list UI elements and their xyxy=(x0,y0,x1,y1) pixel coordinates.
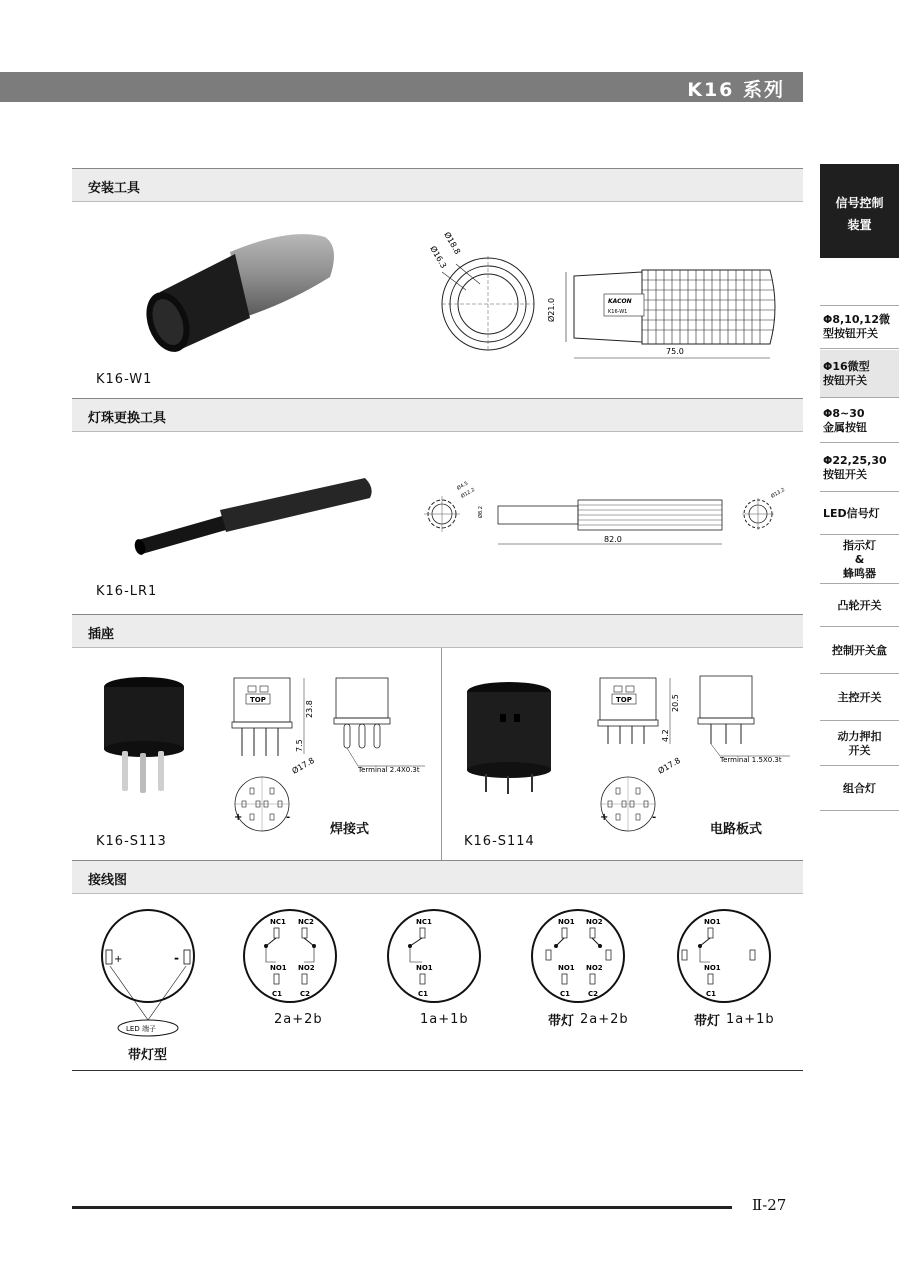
sidebar-item-metal[interactable] xyxy=(820,399,899,443)
sidebar-item-label: 指示灯 xyxy=(843,538,876,552)
lamp2a2b-nc2: NO2 xyxy=(586,918,603,926)
lamp2a2b-nc1: NO1 xyxy=(558,918,575,926)
sidebar-item-label: 型按钮开关 xyxy=(823,327,878,340)
lr1-name: K16-LR1 xyxy=(96,584,158,599)
s114-front-view xyxy=(594,672,694,752)
s113-dim-d: Ø17.8 xyxy=(290,755,316,776)
section-end-line xyxy=(72,1070,803,1071)
sidebar-item-label: LED信号灯 xyxy=(823,506,880,520)
s114-top: TOP xyxy=(616,696,632,704)
w1-dim-dia: Ø21.0 xyxy=(547,297,556,322)
lr1-dim-d: Ø13.2 xyxy=(770,486,787,500)
wiring-lamp-diagram xyxy=(96,908,206,1038)
sidebar-item-label: 开关 xyxy=(848,743,871,757)
wiring-lamp2a2b-prefix: 带灯 xyxy=(548,1014,575,1029)
lamp2a2b-c1: C1 xyxy=(560,990,571,998)
sidebar-item-label: 动力押扣 xyxy=(837,729,882,743)
s113-front-view xyxy=(228,670,328,760)
sidebar-item-label: 按钮开关 xyxy=(823,373,867,387)
sidebar-item-label: 主控开关 xyxy=(837,690,882,704)
sidebar-item-control-box[interactable] xyxy=(820,628,899,674)
w1-dim-d1: Ø18.8 xyxy=(442,230,463,256)
svg-text:-: - xyxy=(652,812,657,823)
section-title: 安装工具 xyxy=(88,181,141,196)
lr1-dim-a: Ø4.5 xyxy=(456,480,470,492)
lamp-minus: - xyxy=(174,951,179,965)
s113-name: K16-S113 xyxy=(96,834,167,849)
s114-photo xyxy=(462,680,557,795)
lr1-photo xyxy=(130,470,380,560)
s114-dim-d: Ø17.8 xyxy=(656,755,682,776)
sidebar-item-master[interactable] xyxy=(820,675,899,721)
sidebar-item-label: 控制开关盒 xyxy=(832,643,887,657)
socket-divider xyxy=(441,648,442,860)
s113-type: 焊接式 xyxy=(330,822,370,837)
sidebar-active-line1: 信号控制 xyxy=(835,196,884,210)
w1-mark: K16-W1 xyxy=(608,309,628,315)
w1-photo xyxy=(140,222,350,362)
sidebar-item-22-30[interactable] xyxy=(820,444,899,492)
lr1-gear-view xyxy=(740,488,800,538)
s113-dim-h: 23.8 xyxy=(305,700,314,718)
s113-bottom-view xyxy=(228,755,318,834)
sidebar-item-label: 金属按钮 xyxy=(823,420,867,434)
section-title: 灯珠更换工具 xyxy=(88,411,167,426)
section-lamp-tool xyxy=(72,398,803,432)
lr1-dim-c: Ø8.2 xyxy=(478,506,484,518)
wiring-lamp1a1b-caption: 1a+1b xyxy=(726,1012,775,1027)
section-wiring xyxy=(72,860,803,894)
s114-dim-h: 20.5 xyxy=(671,694,680,712)
lr1-dim-b: Ø12.2 xyxy=(460,486,477,500)
sidebar-item-label: 凸轮开关 xyxy=(837,598,882,612)
lamp1a1b-nc1: NO1 xyxy=(704,918,721,926)
w1-name: K16-W1 xyxy=(96,372,153,387)
wiring-lamp-caption: 带灯型 xyxy=(128,1048,168,1063)
lamp1a1b-no1: NO1 xyxy=(704,964,721,972)
section-install-tool xyxy=(72,168,803,202)
sidebar-item-micro-16[interactable] xyxy=(820,350,899,398)
s114-dim-pin: 4.2 xyxy=(661,729,670,742)
s113-terminal: Terminal 2.4X0.3t xyxy=(358,766,420,774)
sidebar-item-label: 蜂鸣器 xyxy=(843,566,876,580)
wiring-lamp1a1b-prefix: 带灯 xyxy=(694,1014,721,1029)
w2a2b-c2: C2 xyxy=(300,990,311,998)
wiring-1a1b-caption: 1a+1b xyxy=(420,1012,469,1027)
sidebar-item-label: Φ8~30 xyxy=(823,406,865,420)
lamp-led-label: LED 端子 xyxy=(126,1025,156,1033)
sidebar-item-led[interactable] xyxy=(820,493,899,535)
sidebar-item-label: 组合灯 xyxy=(843,781,876,795)
wiring-1a1b-diagram xyxy=(384,906,484,1010)
header-band xyxy=(0,72,803,102)
svg-text:+: + xyxy=(600,812,609,823)
lamp2a2b-no1: NO1 xyxy=(558,964,575,972)
w1-end-view xyxy=(420,228,540,358)
s114-name: K16-S114 xyxy=(464,834,535,849)
sidebar-item-indicator[interactable] xyxy=(820,536,899,584)
lr1-side-view xyxy=(476,496,736,556)
w1-dim-d2: Ø16.3 xyxy=(428,244,449,270)
sidebar-item-label: Φ8,10,12微 xyxy=(823,313,890,326)
w2a2b-no2: NO2 xyxy=(298,964,315,972)
lamp2a2b-no2: NO2 xyxy=(586,964,603,972)
w2a2b-nc1: NC1 xyxy=(270,918,286,926)
s113-side-view xyxy=(330,676,440,776)
sidebar-item-micro-8-12[interactable] xyxy=(820,305,899,349)
s114-terminal: Terminal 1.5X0.3t xyxy=(720,756,782,764)
sidebar-active-line2: 装置 xyxy=(847,218,872,232)
w2a2b-no1: NO1 xyxy=(270,964,287,972)
s113-top: TOP xyxy=(250,696,266,704)
sidebar-active-category[interactable] xyxy=(820,164,899,258)
section-title: 接线图 xyxy=(88,873,128,888)
sidebar-item-label: 按钮开关 xyxy=(823,467,867,481)
wiring-lamp2a2b-caption: 2a+2b xyxy=(580,1012,629,1027)
w1a1b-nc1: NC1 xyxy=(416,918,432,926)
w1a1b-no1: NO1 xyxy=(416,964,433,972)
section-title: 插座 xyxy=(88,627,115,642)
w2a2b-nc2: NC2 xyxy=(298,918,314,926)
sidebar-item-label: Φ16微型 xyxy=(823,359,870,373)
w2a2b-c1: C1 xyxy=(272,990,283,998)
svg-text:-: - xyxy=(286,812,291,823)
s114-type: 电路板式 xyxy=(710,822,763,837)
wiring-lamp1a1b-diagram xyxy=(674,906,774,1010)
w1-dim-len: 75.0 xyxy=(666,347,684,356)
w1-brand: KACON xyxy=(608,298,632,305)
wiring-lamp2a2b-diagram xyxy=(528,906,628,1010)
s113-photo xyxy=(100,675,190,800)
lr1-dim-len: 82.0 xyxy=(604,535,622,544)
section-socket xyxy=(72,614,803,648)
sidebar-item-label: Φ22,25,30 xyxy=(823,453,887,467)
sidebar-item-label: & xyxy=(854,552,865,566)
svg-text:+: + xyxy=(234,812,243,823)
lamp2a2b-c2: C2 xyxy=(588,990,599,998)
w1a1b-c1: C1 xyxy=(418,990,429,998)
lamp-plus: + xyxy=(114,954,123,965)
page-title: K16 系列 xyxy=(687,79,785,101)
s113-dim-pin: 7.5 xyxy=(295,739,304,752)
sidebar-item-power[interactable] xyxy=(820,722,899,766)
lamp1a1b-c1: C1 xyxy=(706,990,717,998)
wiring-2a2b-diagram xyxy=(240,906,340,1010)
sidebar-item-cam[interactable] xyxy=(820,585,899,627)
sidebar-item-combo[interactable] xyxy=(820,767,899,811)
lr1-end-view xyxy=(420,480,480,540)
page-number: Ⅱ-27 xyxy=(752,1196,787,1214)
s114-side-view xyxy=(694,674,804,768)
footer-line xyxy=(72,1206,732,1209)
wiring-2a2b-caption: 2a+2b xyxy=(274,1012,323,1027)
w1-side-view xyxy=(548,262,788,372)
s114-bottom-view xyxy=(594,755,684,834)
